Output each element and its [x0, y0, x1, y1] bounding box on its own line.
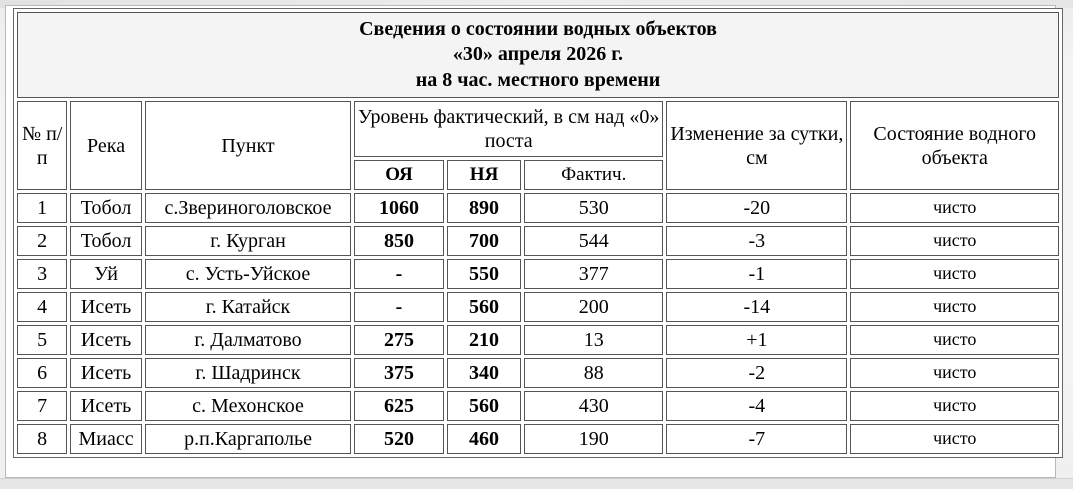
- row-level-nya: 890: [447, 193, 522, 223]
- row-change: -4: [666, 391, 847, 421]
- header-point: Пункт: [145, 101, 351, 190]
- row-point: г. Шадринск: [145, 358, 351, 388]
- row-level-nya: 700: [447, 226, 522, 256]
- row-num: 5: [17, 325, 67, 355]
- row-level-nya: 340: [447, 358, 522, 388]
- table-row: [17, 226, 1059, 256]
- row-change: +1: [666, 325, 847, 355]
- row-level-oya: 850: [354, 226, 444, 256]
- row-point: г. Курган: [145, 226, 351, 256]
- row-state: чисто: [850, 325, 1059, 355]
- row-river: Уй: [70, 259, 141, 289]
- table-row: [17, 193, 1059, 223]
- water-status-table: [13, 8, 1063, 458]
- row-level-fact: 88: [524, 358, 663, 388]
- table-row: [17, 391, 1059, 421]
- row-state: чисто: [850, 391, 1059, 421]
- row-level-oya: 520: [354, 424, 444, 454]
- header-level-fact: Фактич.: [524, 160, 663, 190]
- row-level-oya: 275: [354, 325, 444, 355]
- row-level-fact: 530: [524, 193, 663, 223]
- row-level-fact: 190: [524, 424, 663, 454]
- table-row: [17, 358, 1059, 388]
- row-change: -2: [666, 358, 847, 388]
- row-state: чисто: [850, 259, 1059, 289]
- row-change: -20: [666, 193, 847, 223]
- title-line-3: на 8 час. местного времени: [415, 68, 661, 91]
- table-row: [17, 292, 1059, 322]
- row-num: 8: [17, 424, 67, 454]
- row-level-oya: 625: [354, 391, 444, 421]
- row-state: чисто: [850, 193, 1059, 223]
- row-change: -1: [666, 259, 847, 289]
- table-row: [17, 259, 1059, 289]
- header-level: Уровень фактический, в см над «0» поста: [354, 101, 663, 157]
- row-level-nya: 460: [447, 424, 522, 454]
- row-level-fact: 430: [524, 391, 663, 421]
- page-background-bottom: [0, 478, 1073, 489]
- row-change: -7: [666, 424, 847, 454]
- table-title: [17, 12, 1059, 98]
- row-level-fact: 13: [524, 325, 663, 355]
- row-level-oya: -: [354, 259, 444, 289]
- row-level-fact: 544: [524, 226, 663, 256]
- row-river: Исеть: [70, 391, 141, 421]
- row-num: 3: [17, 259, 67, 289]
- row-state: чисто: [850, 226, 1059, 256]
- row-change: -14: [666, 292, 847, 322]
- row-state: чисто: [850, 292, 1059, 322]
- row-change: -3: [666, 226, 847, 256]
- row-level-oya: -: [354, 292, 444, 322]
- table-row: [17, 325, 1059, 355]
- row-river: Исеть: [70, 292, 141, 322]
- row-num: 1: [17, 193, 67, 223]
- row-point: г. Далматово: [145, 325, 351, 355]
- row-point: с.Звериноголовское: [145, 193, 351, 223]
- row-state: чисто: [850, 358, 1059, 388]
- row-point: р.п.Каргаполье: [145, 424, 351, 454]
- row-level-nya: 210: [447, 325, 522, 355]
- header-level-nya: НЯ: [447, 160, 522, 190]
- content-panel: [5, 5, 1056, 478]
- row-river: Тобол: [70, 193, 141, 223]
- row-level-nya: 560: [447, 292, 522, 322]
- row-num: 2: [17, 226, 67, 256]
- row-level-oya: 375: [354, 358, 444, 388]
- header-river: Река: [70, 101, 141, 190]
- row-num: 7: [17, 391, 67, 421]
- table-row: [17, 424, 1059, 454]
- row-level-nya: 560: [447, 391, 522, 421]
- title-line-2: «30» апреля 2026 г.: [452, 43, 624, 66]
- row-num: 4: [17, 292, 67, 322]
- header-level-oya: ОЯ: [354, 160, 444, 190]
- header-change: Изменение за сутки, см: [666, 101, 847, 190]
- row-river: Исеть: [70, 358, 141, 388]
- row-river: Тобол: [70, 226, 141, 256]
- row-point: с. Усть-Уйское: [145, 259, 351, 289]
- row-river: Исеть: [70, 325, 141, 355]
- row-level-fact: 377: [524, 259, 663, 289]
- header-state: Состояние водного объекта: [850, 101, 1059, 190]
- title-line-1: Сведения о состоянии водных объектов: [359, 17, 717, 40]
- row-level-nya: 550: [447, 259, 522, 289]
- row-point: с. Мехонское: [145, 391, 351, 421]
- row-level-oya: 1060: [354, 193, 444, 223]
- header-num: № п/п: [17, 101, 67, 190]
- row-state: чисто: [850, 424, 1059, 454]
- row-point: г. Катайск: [145, 292, 351, 322]
- row-level-fact: 200: [524, 292, 663, 322]
- row-num: 6: [17, 358, 67, 388]
- row-river: Миасс: [70, 424, 141, 454]
